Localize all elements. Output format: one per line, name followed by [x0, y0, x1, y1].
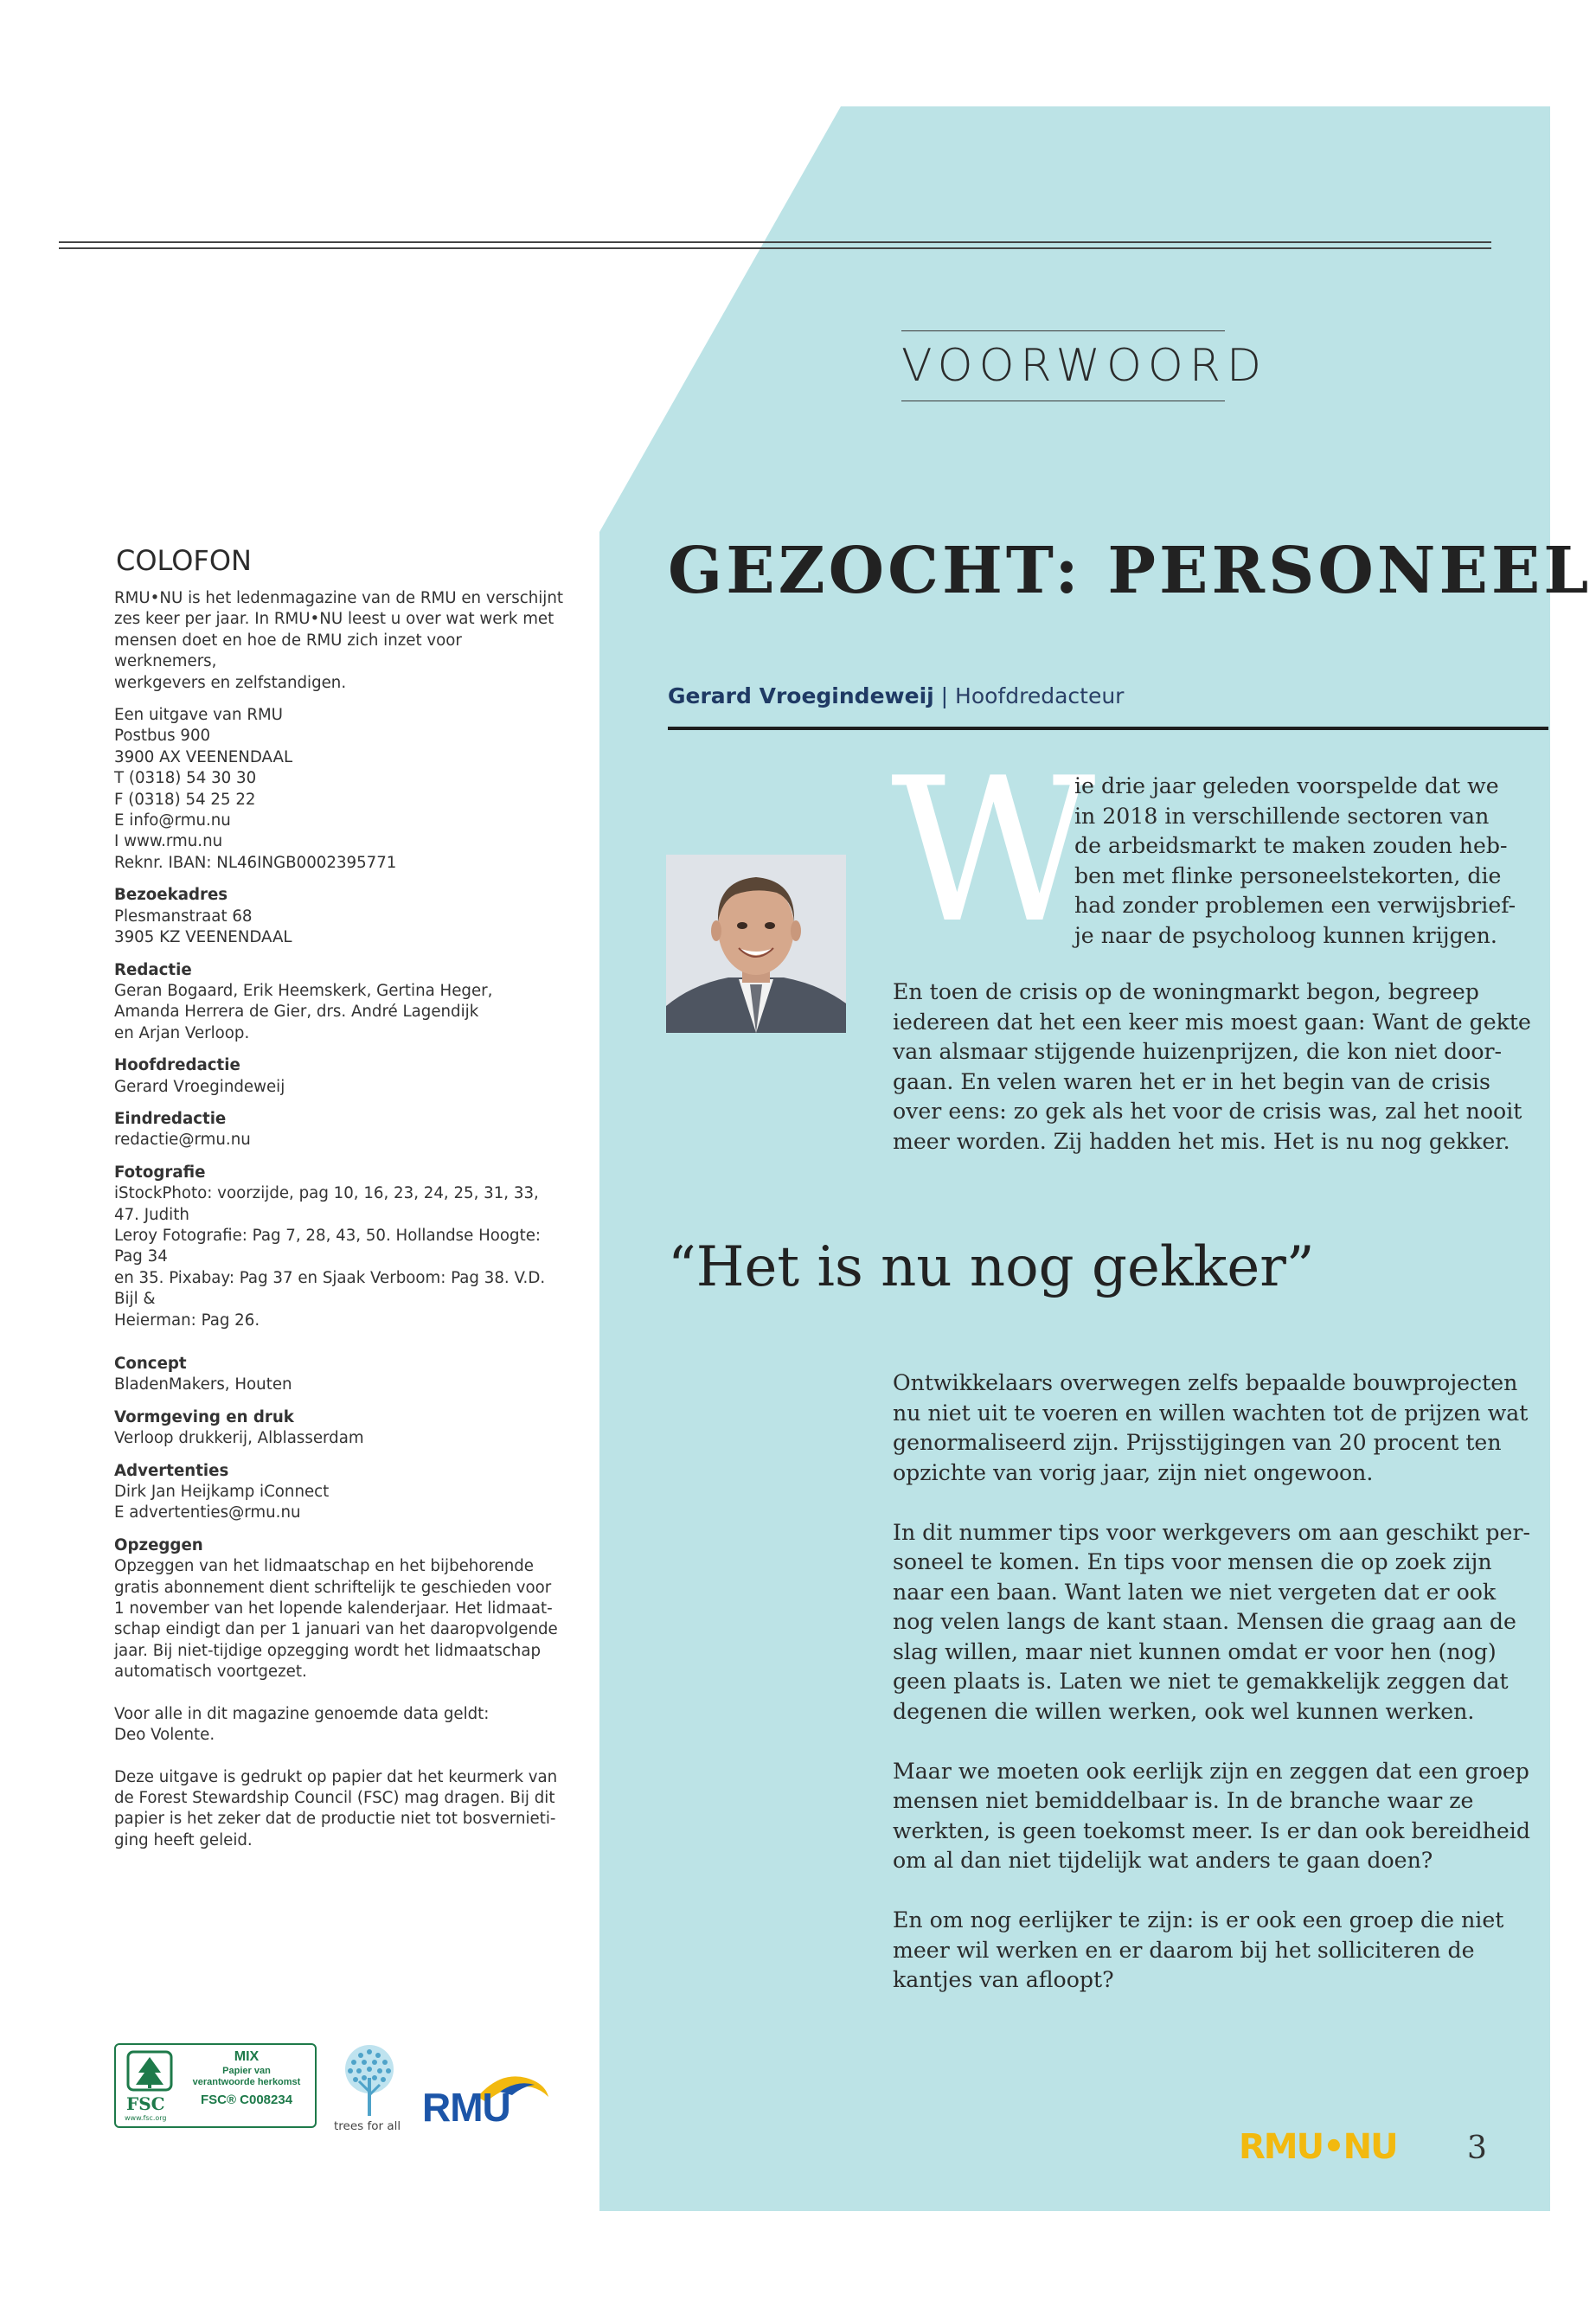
colofon-deo-volente: Voor alle in dit magazine genoemde data geldt: Deo Volente. — [114, 1704, 490, 1745]
top-rule — [59, 241, 1491, 243]
colofon — [114, 543, 564, 1862]
author-role: Hoofdredacteur — [955, 683, 1125, 708]
colofon-fotografie: Fotografie iStockPhoto: voorzijde, pag 10, 16, 23, 24, 25, 31, 33, 47. Judith Leroy Fotografie: Pag 7, 28, 43, 50. Hollandse Hoogte: Pag 34 en 35. Pixabay: Pag 37 en Sjaak Verboom: Pag 38. V.D. Bijl & Heierman: Pag 26. — [114, 1163, 546, 1330]
byline-rule — [668, 727, 1548, 730]
article-body — [893, 1368, 1530, 2025]
pull-quote: “Het is nu nog gekker” — [668, 1235, 1315, 1299]
fsc-line1: Papier van — [222, 2066, 271, 2076]
colofon-title: COLOFON — [116, 544, 252, 577]
colofon-vormgeving: Vormgeving en druk Verloop drukkerij, Alblasserdam — [114, 1407, 364, 1448]
colofon-intro: RMU•NU is het ledenmagazine van de RMU en verschijnt zes keer per jaar. In RMU•NU leest u over wat werk met mensen doet en hoe de RMU zich inzet voor werknemers, werkgevers en zelfstandigen. — [114, 589, 564, 692]
colofon-address: Een uitgave van RMU Postbus 900 3900 AX VEENENDAAL T (0318) 54 30 30 F (0318) 54 25 22 E info@rmu.nu I www.rmu.nu Reknr. IBAN: NL46INGB0002395771 — [114, 706, 397, 872]
byline — [668, 682, 1124, 711]
fsc-code: FSC® C008234 — [200, 2093, 293, 2107]
fsc-url: www.fsc.org — [125, 2114, 167, 2122]
colofon-eindredactie: Eindredactie redactie@rmu.nu — [114, 1109, 251, 1150]
trees-for-all-label: trees for all — [334, 2119, 401, 2133]
article-title: GEZOCHT: PERSONEEL — [668, 534, 1593, 608]
fsc-text — [180, 2048, 313, 2112]
fsc-mix: MIX — [234, 2049, 260, 2064]
colofon-concept: Concept BladenMakers, Houten — [114, 1355, 292, 1394]
page-number: 3 — [1467, 2131, 1487, 2166]
colofon-bezoekadres: Bezoekadres Plesmanstraat 68 3905 KZ VEENENDAAL — [114, 886, 292, 947]
second-paragraph: En toen de crisis op de woningmarkt begon, begreep iedereen dat het een keer mis moest gaan: Want de gekte van alsmaar stijgende huizenprijzen, die kon niet door- gaan. En velen waren het er in het begin van de crisis over eens: zo gek als het voor de crisis was, zal het nooit meer worden. Zij hadden het mis. Het is nu nog gekker. — [893, 979, 1531, 1154]
body-paragraph: Ontwikkelaars overwegen zelfs bepaalde bouwprojecten nu niet uit te voeren en willen wachten tot de prijzen wat genormaliseerd zijn. Prijsstijgingen van 20 procent ten opzichte van vorig jaar, zijn niet ongewoon. — [893, 1370, 1529, 1485]
portrait-image — [666, 855, 846, 1033]
top-rule — [59, 247, 1491, 249]
author-name: Gerard Vroegindeweij — [668, 683, 934, 708]
author-photo — [666, 855, 846, 1033]
trees-for-all-icon — [342, 2043, 397, 2118]
drop-cap: W — [891, 736, 1096, 967]
colofon-hoofdredactie: Hoofdredactie Gerard Vroegindeweij — [114, 1056, 285, 1096]
colofon-advertenties: Advertenties Dirk Jan Heijkamp iConnect E advertenties@rmu.nu — [114, 1461, 330, 1522]
lead-paragraph: ie drie jaar geleden voorspelde dat we in 2018 in verschillende sectoren van de arbeidsmarkt te maken zouden heb- ben met flinke personeelstekorten, die had zonder problemen een verwijsbrief- je naar de psycholoog kunnen krijgen. — [1074, 773, 1516, 948]
fsc-logo — [114, 2043, 317, 2128]
fsc-line2: verantwoorde herkomst — [192, 2077, 301, 2087]
byline-separator: | — [933, 683, 956, 708]
rmu-wordmark: RMU — [422, 2085, 510, 2130]
colofon-fsc-note: Deze uitgave is gedrukt op papier dat het keurmerk van de Forest Stewardship Council (FSC) mag dragen. Bij dit papier is het zeker dat de productie niet tot bosvernieti- ging heeft geleid. — [114, 1767, 558, 1849]
body-paragraph: In dit nummer tips voor werkgevers om aan geschikt per- soneel te komen. En tips voor mensen die op zoek zijn naar een baan. Want laten we niet vergeten dat er ook nog velen langs de kant staan. Mensen die graag aan de slag willen, maar niet kunnen omdat er voor hen (nog) geen plaats is. Laten we niet te gemakkelijk zeggen dat degenen die willen werken, ook wel kunnen werken. — [893, 1519, 1531, 1724]
rmunu-logo: RMU•NU — [1239, 2127, 1397, 2167]
colofon-opzeggen: Opzeggen Opzeggen van het lidmaatschap en het bijbehorende gratis abonnement dient schriftelijk te geschieden voor 1 november van het lopende kalenderjaar. Het lidmaat- schap eindigt dan per 1 januari van het daaropvolgende jaar. Bij niet-tijdige opzegging wordt het lidmaatschap automatisch voortgezet. — [114, 1535, 558, 1682]
body-paragraph: Maar we moeten ook eerlijk zijn en zeggen dat een groep mensen niet bemiddelbaar is. In de branche waar ze werkten, is geen toekomst meer. Is er dan ook bereidheid om al dan niet tijdelijk wat anders te gaan doen? — [893, 1758, 1530, 1873]
body-paragraph: En om nog eerlijker te zijn: is er ook een groep die niet meer wil werken en er daarom bij het solliciteren de kantjes van afloopt? — [893, 1907, 1504, 1992]
rmu-logo — [422, 2071, 552, 2130]
section-label: VOORWOORD — [901, 330, 1225, 401]
fsc-mark: FSC — [126, 2093, 165, 2114]
colofon-redactie: Redactie Geran Bogaard, Erik Heemskerk, Gertina Heger, Amanda Herrera de Gier, drs. André Lagendijk en Arjan Verloop. — [114, 960, 493, 1042]
